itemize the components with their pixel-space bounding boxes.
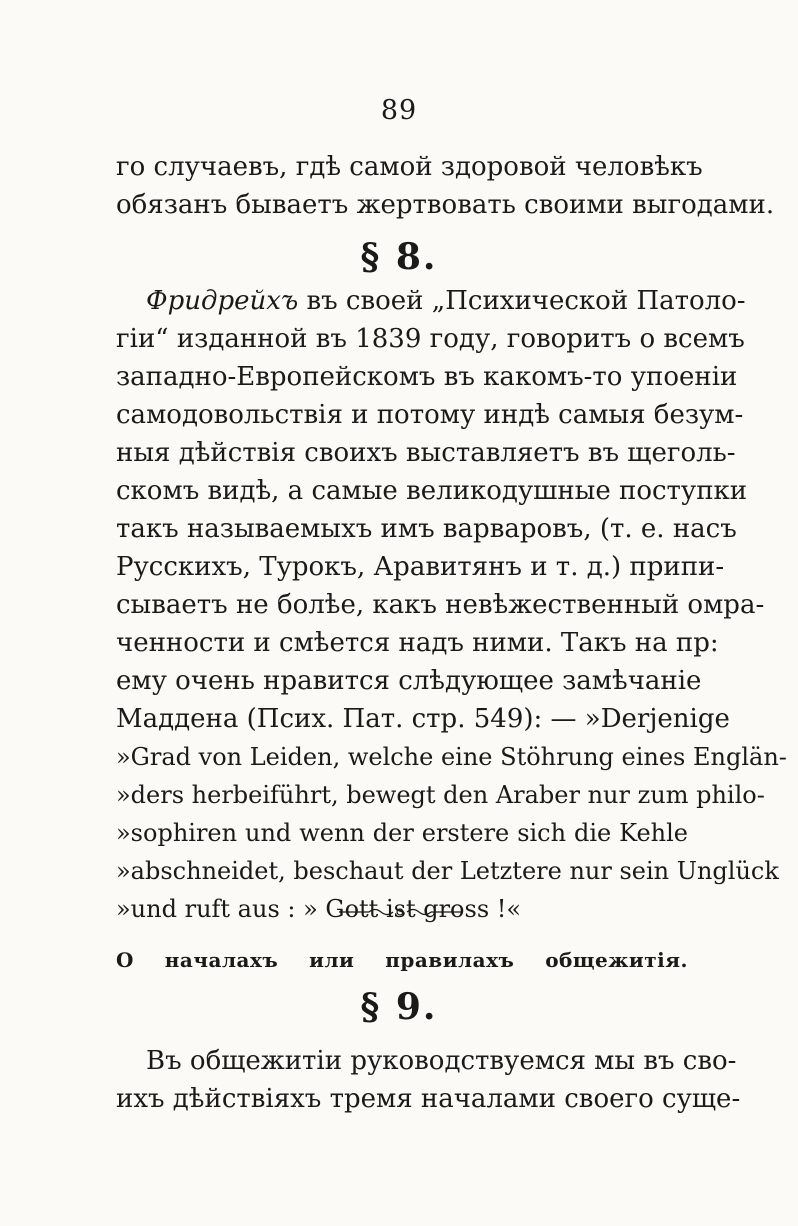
text-line: ему очень нравится слѣдующее замѣчаніе [116, 666, 702, 696]
ornament-divider-icon [339, 904, 461, 920]
paragraph-section-9 [116, 1042, 741, 1118]
section-9-heading: § 9. [360, 986, 438, 1028]
text-line: скомъ видѣ, а самые великодушные поступки [116, 476, 748, 506]
quote-line: »und ruft aus : » Gott ist gross !« [116, 895, 522, 923]
quote-line: »abschneidet, beschaut der Letztere nur sein Unglück [116, 857, 779, 885]
text-line: обязанъ бываетъ жертвовать своими выгодами. [116, 190, 775, 220]
chapter-heading: О началахъ или правилахъ общежитія. [116, 948, 688, 972]
text-line [116, 282, 746, 320]
text-line-rest: въ своей „Психической Патоло- [306, 286, 746, 316]
text-line: Маддена (Псих. Пат. стр. 549): — »Derjenige [116, 704, 730, 734]
quote-line: »sophiren und wenn der erstere sich die Kehle [116, 819, 688, 847]
page-number: 89 [380, 95, 418, 126]
text-line: сываетъ не болѣе, какъ невѣжественный омра- [116, 590, 765, 620]
text-line: такъ называемыхъ имъ варваровъ, (т. е. насъ [116, 514, 737, 544]
paragraph-section-8 [116, 282, 787, 928]
top-text-block [116, 148, 775, 224]
quote-line: »Grad von Leiden, welche eine Stöhrung eines Englän- [116, 743, 787, 771]
text-line: Въ общежитіи руководствуемся мы въ сво- [146, 1046, 737, 1076]
text-line: ихъ дѣйствіяхъ тремя началами своего суще- [116, 1084, 741, 1114]
text-line: западно-Европейскомъ въ какомъ-то упоеніи [116, 362, 738, 392]
text-line: Русскихъ, Турокъ, Аравитянъ и т. д.) припи- [116, 552, 725, 582]
section-8-heading: § 8. [360, 236, 438, 278]
text-line: го случаевъ, гдѣ самой здоровой человѣкъ [116, 152, 703, 182]
text-line: ныя дѣйствія своихъ выставляетъ въ щеголь- [116, 438, 736, 468]
author-name: Фридрейхъ [146, 286, 299, 316]
quote-line: »ders herbeiführt, bewegt den Araber nur zum philo- [116, 781, 765, 809]
text-line: гіи“ изданной въ 1839 году, говоритъ о всемъ [116, 324, 745, 354]
text-line: самодовольствія и потому индѣ самыя безум- [116, 400, 744, 430]
text-line: ченности и смѣется надъ ними. Такъ на пр: [116, 628, 719, 658]
